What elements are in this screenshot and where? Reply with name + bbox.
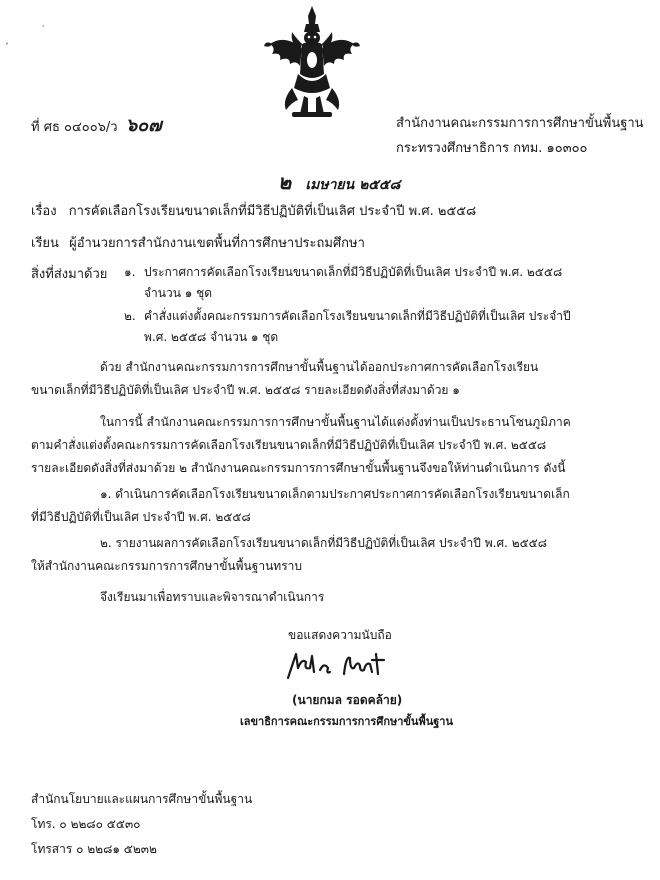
paragraph-2-line-3: รายละเอียดดังสิ่งที่ส่งมาด้วย ๒ สำนักงานคณะกรรมการการศึกษาขั้นพื้นฐานจึงขอให้ท่านดำเนินการ ดังนี้ (31, 461, 566, 475)
footer-telephone: โทร. ๐ ๒๒๘๐ ๕๕๓๐ (31, 817, 141, 831)
date-day-handwritten: ๒ (278, 170, 292, 194)
enclosure-label: สิ่งที่ส่งมาด้วย (31, 267, 108, 282)
garuda-emblem (262, 4, 362, 120)
regards: ขอแสดงความนับถือ (288, 628, 392, 642)
action-item-1-line-2: ที่มีวิธีปฏิบัติที่เป็นเลิศ ประจำปี พ.ศ. ๒๕๕๘ (31, 510, 251, 524)
scan-mark: ˏ (4, 34, 9, 45)
subject-line (31, 200, 476, 221)
signer-title: เลขาธิการคณะกรรมการการศึกษาขั้นพื้นฐาน (240, 715, 453, 728)
letter-date (278, 166, 400, 198)
action-item-1-line-1: ๑. ดำเนินการคัดเลือกโรงเรียนขนาดเล็กตามประกาศประกาศการคัดเลือกโรงเรียนขนาดเล็ก (100, 487, 570, 501)
paragraph-2-line-1: ในการนี้ สำนักงานคณะกรรมการการศึกษาขั้นพื้นฐานได้แต่งตั้งท่านเป็นประธานโซนภูมิภาค (100, 415, 571, 429)
scan-mark: ˈ (42, 24, 45, 33)
subject-text: การคัดเลือกโรงเรียนขนาดเล็กที่มีวิธีปฏิบัติที่เป็นเลิศ ประจำปี พ.ศ. ๒๕๕๘ (68, 204, 477, 219)
enclosure-1-line1: ประกาศการคัดเลือกโรงเรียนขนาดเล็กที่มีวิธีปฏิบัติที่เป็นเลิศ ประจำปี พ.ศ. ๒๕๕๘ (144, 265, 563, 279)
enclosure-2-line1: คำสั่งแต่งตั้งคณะกรรมการคัดเลือกโรงเรียนขนาดเล็กที่มีวิธีปฏิบัติที่เป็นเลิศ ประจำปี (144, 309, 571, 323)
paragraph-1-line-1: ด้วย สำนักงานคณะกรรมการการศึกษาขั้นพื้นฐานได้ออกประกาศการคัดเลือกโรงเรียน (100, 360, 539, 374)
paragraph-1-line-2: ขนาดเล็กที่มีวิธีปฏิบัติที่เป็นเลิศ ประจำปี พ.ศ. ๒๕๕๘ รายละเอียดดังสิ่งที่ส่งมาด้วย ๑ (31, 383, 460, 397)
addressee-text: ผู้อำนวยการสำนักงานเขตพื้นที่การศึกษาประถมศึกษา (69, 236, 365, 251)
sender-address: กระทรวงศึกษาธิการ กทม. ๑๐๓๐๐ (396, 141, 588, 156)
handwritten-signature (284, 648, 394, 682)
reference-handwritten-number: ๖๐๗ (125, 115, 162, 136)
action-item-2-line-1: ๒. รายงานผลการคัดเลือกโรงเรียนขนาดเล็กที่มีวิธีปฏิบัติที่เป็นเลิศ ประจำปี พ.ศ. ๒๕๕๘ (100, 536, 548, 550)
enclosure-1-number: ๑. (124, 265, 136, 279)
subject-label: เรื่อง (31, 204, 57, 219)
addressee-label: เรียน (31, 236, 59, 251)
paragraph-2-line-2: ตามคำสั่งแต่งตั้งคณะกรรมการคัดเลือกโรงเรียนขนาดเล็กที่มีวิธีปฏิบัติที่เป็นเลิศ ประจำปี พ.ศ. ๒๕๕๘ (31, 438, 547, 452)
enclosure-2-line2: พ.ศ. ๒๕๕๘ จำนวน ๑ ชุด (144, 330, 279, 344)
addressee-line (31, 232, 365, 253)
footer-office: สำนักนโยบายและแผนการศึกษาขั้นพื้นฐาน (31, 792, 253, 806)
enclosure-2-number: ๒. (124, 309, 136, 323)
signer-name: (นายกมล รอดคล้าย) (292, 693, 403, 707)
date-month-year: เมษายน ๒๕๕๘ (305, 177, 401, 193)
sender-organization: สำนักงานคณะกรรมการการศึกษาขั้นพื้นฐาน (396, 116, 644, 131)
reference-number (31, 110, 162, 139)
reference-prefix: ที่ ศธ ๐๔๐๐๖/ว (31, 120, 118, 135)
enclosure-1-line2: จำนวน ๑ ชุด (144, 286, 213, 300)
footer-fax: โทรสาร ๐ ๒๒๘๑ ๕๒๓๒ (31, 842, 157, 856)
action-item-2-line-2: ให้สำนักงานคณะกรรมการการศึกษาขั้นพื้นฐานทราบ (31, 559, 302, 573)
closing-request: จึงเรียนมาเพื่อทราบและพิจารณาดำเนินการ (100, 590, 325, 604)
